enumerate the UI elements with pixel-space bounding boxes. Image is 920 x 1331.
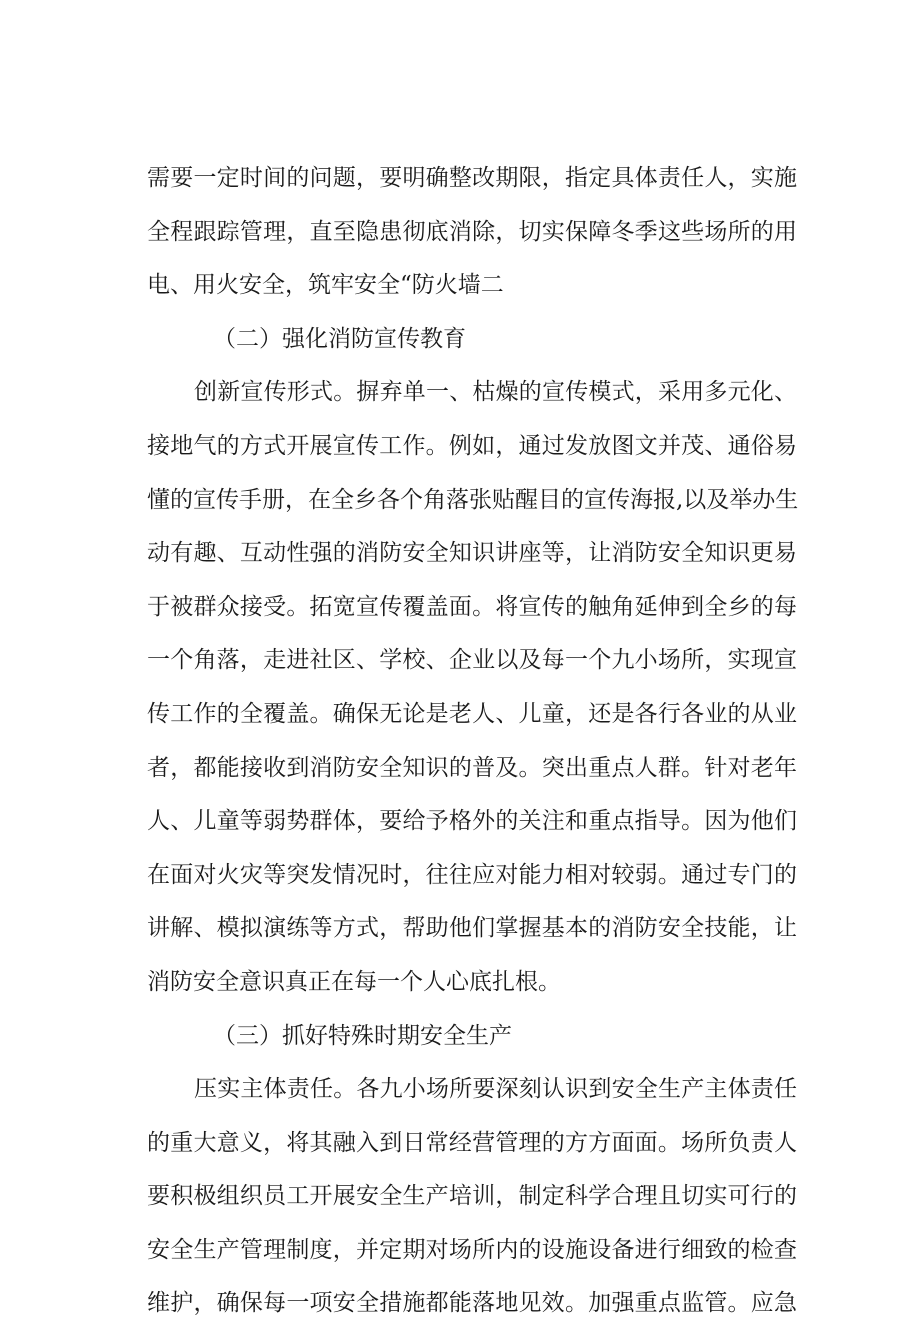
paragraph-line: 接地气的方式开展宣传工作。例如，通过发放图文并茂、通俗易 [147,432,797,459]
paragraph-line: 安全生产管理制度，并定期对场所内的设施设备进行细致的检查 [147,1236,797,1263]
paragraph-line: 者，都能接收到消防安全知识的普及。突出重点人群。针对老年 [147,754,797,781]
paragraph-line: 电、用火安全，筑牢安全“防火墙二 [147,272,504,299]
paragraph-line: 全程跟踪管理，直至隐患彻底消除，切实保障冬季这些场所的用 [147,218,797,245]
document-body [147,152,797,1331]
paragraph-line: 讲解、模拟演练等方式，帮助他们掌握基本的消防安全技能，让 [147,915,797,942]
paragraph-line: 要积极组织员工开展安全生产培训，制定科学合理且切实可行的 [147,1183,797,1210]
paragraph-line: 动有趣、互动性强的消防安全知识讲座等，让消防安全知识更易 [147,540,797,567]
paragraph-line: 于被群众接受。拓宽宣传覆盖面。将宣传的触角延伸到全乡的每 [147,593,797,620]
paragraph-3 [147,1063,797,1331]
paragraph-line: 的重大意义，将其融入到日常经营管理的方方面面。场所负责人 [147,1129,797,1156]
paragraph-line: 创新宣传形式。摒弃单一、枯燥的宣传模式，采用多元化、 [194,379,797,406]
paragraph-line: 传工作的全覆盖。确保无论是老人、儿童，还是各行各业的从业 [147,700,797,727]
paragraph-line: 懂的宣传手册，在全乡各个角落张贴醒目的宣传海报,以及举办生 [147,486,799,513]
section-heading-3: （三）抓好特殊时期安全生产 [213,1022,512,1049]
paragraph-line: 消防安全意识真正在每一个人心底扎根。 [147,968,561,995]
paragraph-line: 在面对火灾等突发情况时，往往应对能力相对较弱。通过专门的 [147,861,797,888]
paragraph-1 [147,152,797,313]
section-heading-2: （二）强化消防宣传教育 [213,325,466,352]
paragraph-line: 需要一定时间的问题，要明确整改期限，指定具体责任人，实施 [147,165,797,191]
paragraph-line: 压实主体责任。各九小场所要深刻认识到安全生产主体责任 [194,1076,797,1103]
paragraph-line: 一个角落，走进社区、学校、企业以及每一个九小场所，实现宣 [147,647,797,674]
paragraph-2 [147,366,797,1009]
paragraph-line: 维护，确保每一项安全措施都能落地见效。加强重点监管。应急 [147,1290,797,1317]
paragraph-line: 人、儿童等弱势群体，要给予格外的关注和重点指导。因为他们 [147,808,797,835]
